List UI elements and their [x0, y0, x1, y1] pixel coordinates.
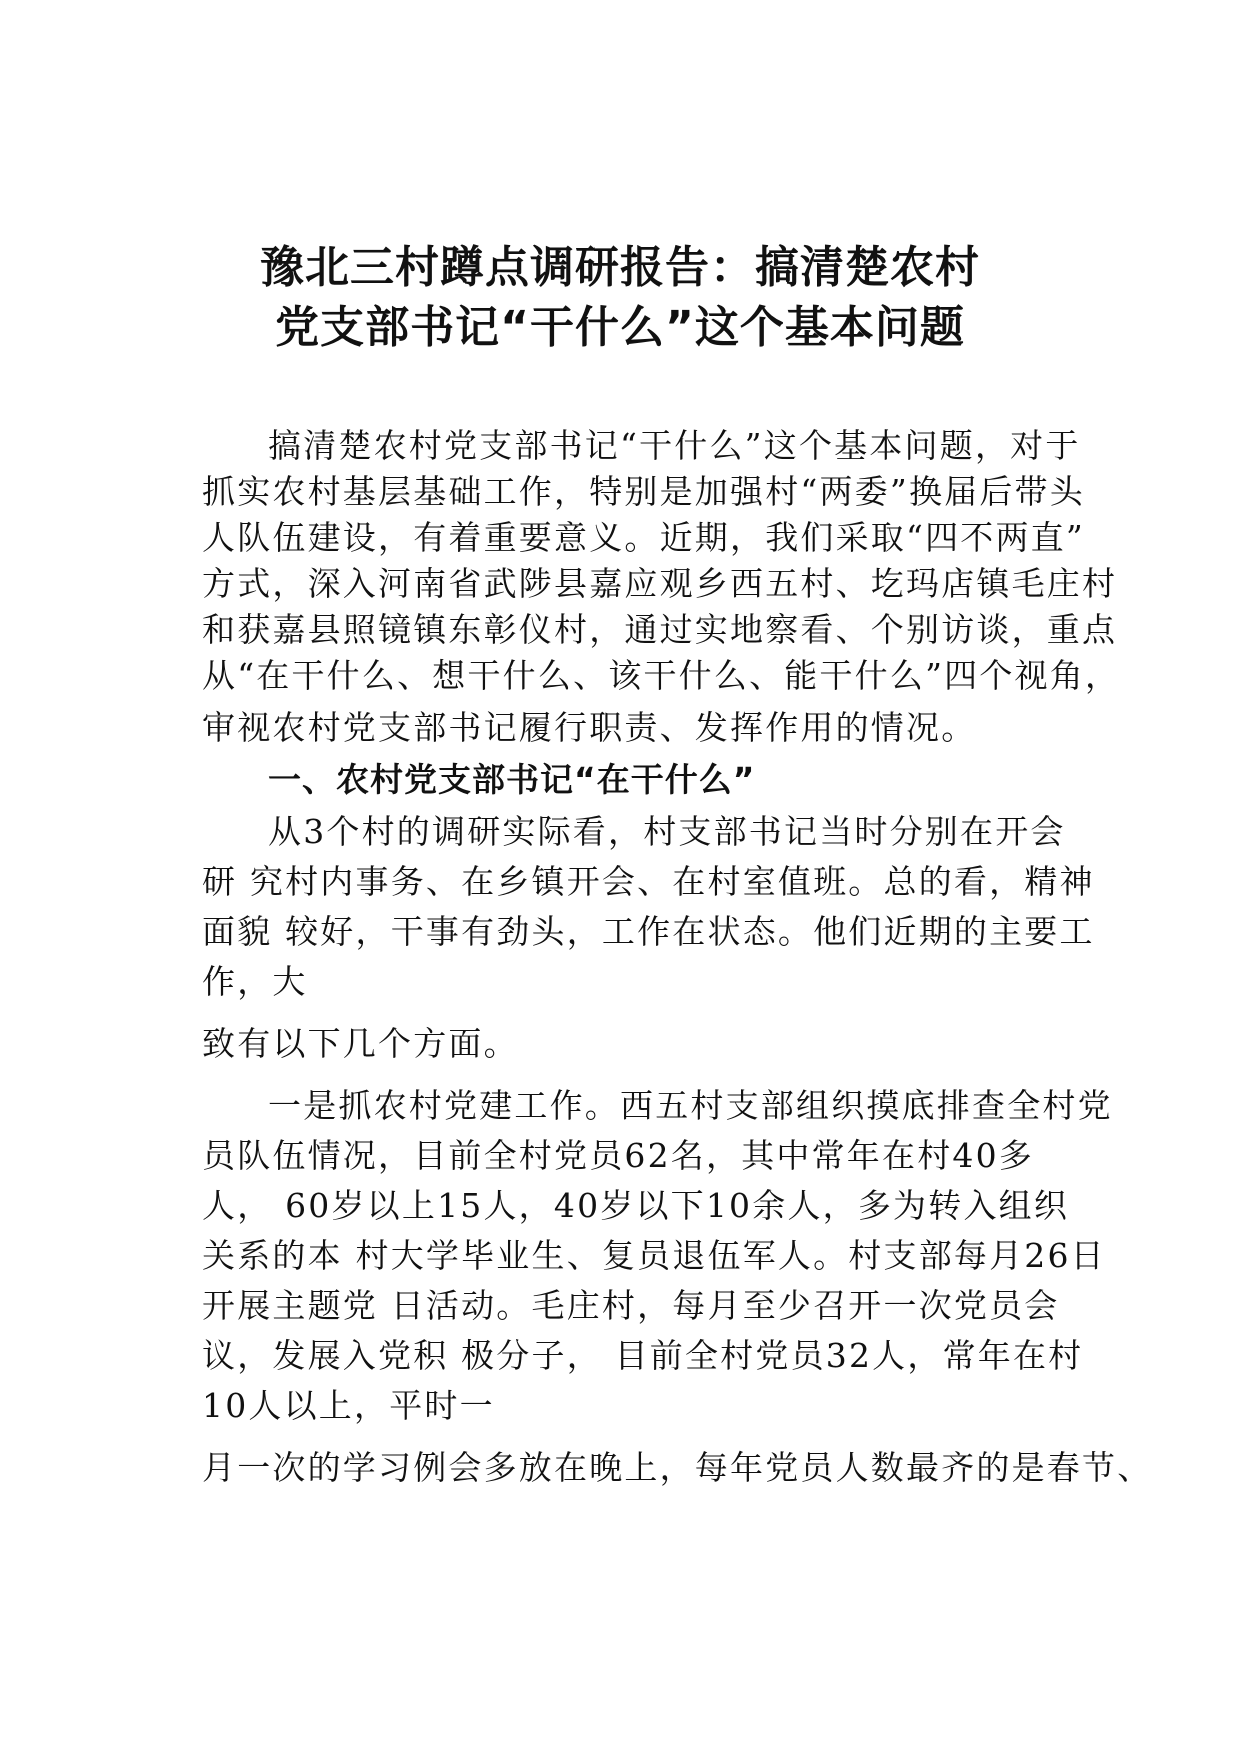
- point1-line-6: 议，发展入党积 极分子， 目前全村党员32人，常年在村: [202, 1336, 1084, 1375]
- point1-line-3: 人， 60岁以上15人，40岁以下10余人，多为转入组织: [202, 1186, 1070, 1225]
- point1-line-4: 关系的本 村大学毕业生、复员退伍军人。村支部每月26日: [202, 1236, 1106, 1275]
- intro-line-6: 从“在干什么、想干什么、该干什么、能干什么”四个视角，: [202, 656, 1121, 695]
- section1-line-3: 面貌 较好，干事有劲头，工作在状态。他们近期的主要工: [202, 912, 1095, 951]
- title-line-2: 党支部书记“干什么”这个基本问题: [275, 302, 965, 353]
- section-heading: 一、农村党支部书记“在干什么”: [268, 760, 756, 799]
- point1-line-1: 一是抓农村党建工作。西五村支部组织摸底排查全村党: [268, 1086, 1113, 1125]
- point1-line-5: 开展主题党 日活动。毛庄村，每月至少召开一次党员会: [202, 1286, 1060, 1325]
- section1-line-5: 致有以下几个方面。: [202, 1024, 519, 1063]
- intro-line-7: 审视农村党支部书记履行职责、发挥作用的情况。: [202, 708, 977, 747]
- section1-line-4: 作，大: [202, 962, 308, 1001]
- document-title: [0, 238, 1240, 358]
- point1-line-8: 月一次的学习例会多放在晚上，每年党员人数最齐的是春节、: [202, 1448, 1153, 1487]
- intro-line-1: 搞清楚农村党支部书记“干什么”这个基本问题，对于: [268, 426, 1081, 465]
- point1-line-7: 10人以上，平时一: [202, 1386, 495, 1425]
- section1-line-2: 研 究村内事务、在乡镇开会、在村室值班。总的看，精神: [202, 862, 1095, 901]
- intro-line-3: 人队伍建设，有着重要意义。近期，我们采取“四不两直”: [202, 518, 1085, 557]
- intro-line-2: 抓实农村基层基础工作，特别是加强村“两委”换届后带头: [202, 472, 1085, 511]
- title-line-1: 豫北三村蹲点调研报告：搞清楚农村: [260, 242, 980, 293]
- intro-line-5: 和获嘉县照镜镇东彰仪村，通过实地察看、个别访谈，重点: [202, 610, 1118, 649]
- section1-line-1: 从3个村的调研实际看，村支部书记当时分别在开会: [268, 812, 1066, 851]
- intro-line-4: 方式，深入河南省武陟县嘉应观乡西五村、圪玛店镇毛庄村: [202, 564, 1118, 603]
- point1-line-2: 员队伍情况，目前全村党员62名，其中常年在村40多: [202, 1136, 1034, 1175]
